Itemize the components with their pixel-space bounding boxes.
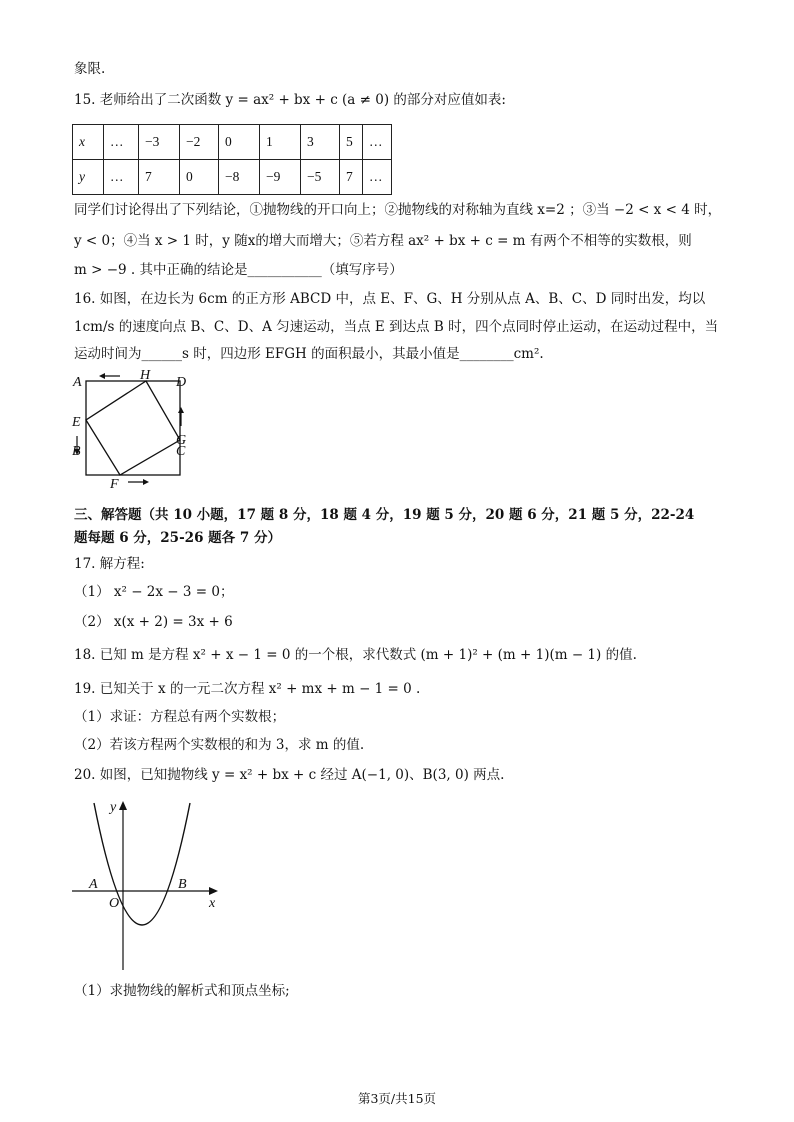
arrow-bottom-head xyxy=(143,479,149,485)
label-f: F xyxy=(110,477,119,490)
table-cell: 5 xyxy=(340,125,363,160)
q16-line1: 16. 如图，在边长为 6cm 的正方形 ABCD 中，点 E、F、G、H 分别从点 A、B、C、D 同时出发，均以 xyxy=(74,291,706,307)
table-cell: … xyxy=(104,125,139,160)
table-cell: 0 xyxy=(180,160,219,195)
table-cell: 7 xyxy=(340,160,363,195)
section3-line2: 题每题 6 分，25-26 题各 7 分） xyxy=(74,530,281,546)
table-header-y: y xyxy=(73,160,104,195)
table-cell: … xyxy=(363,125,392,160)
parabola-figure xyxy=(66,795,226,975)
table-cell: −8 xyxy=(219,160,260,195)
table-cell: −3 xyxy=(139,125,180,160)
q17-part1: （1） x² − 2x − 3 = 0； xyxy=(74,584,234,600)
label-g: G xyxy=(176,433,187,448)
section3-line1: 三、解答题（共 10 小题，17 题 8 分，18 题 4 分，19 题 5 分，20 题 6 分，21 题 5 分，22-24 xyxy=(74,507,695,523)
q17-stem: 17. 解方程: xyxy=(74,556,145,572)
q19-stem: 19. 已知关于 x 的一元二次方程 x² + mx + m − 1 = 0 . xyxy=(74,681,421,697)
label-c: C xyxy=(176,444,186,459)
table-cell: 1 xyxy=(260,125,301,160)
x-axis-arrow xyxy=(209,887,218,895)
label-o: O xyxy=(109,896,120,911)
table-cell: −2 xyxy=(180,125,219,160)
q18: 18. 已知 m 是方程 x² + x − 1 = 0 的一个根，求代数式 (m + 1)² + (m + 1)(m − 1) 的值. xyxy=(74,647,637,663)
top-line: 象限. xyxy=(74,61,106,77)
q15-stem: 15. 老师给出了二次函数 y = ax² + bx + c (a ≠ 0) 的部分对应值如表: xyxy=(74,92,506,108)
value-table xyxy=(72,124,392,195)
table-cell: −9 xyxy=(260,160,301,195)
arrow-right-head xyxy=(178,407,184,413)
label-x: x xyxy=(209,896,216,911)
square-abcd xyxy=(86,381,180,475)
q17-part2: （2） x(x + 2) = 3x + 6 xyxy=(74,614,233,630)
label-e: E xyxy=(72,415,81,430)
page-footer: 第3页/共15页 xyxy=(357,1091,437,1106)
table-cell: 0 xyxy=(219,125,260,160)
q19-part2: （2）若该方程两个实数根的和为 3，求 m 的值. xyxy=(74,737,365,753)
table-cell: … xyxy=(363,160,392,195)
square-figure xyxy=(66,368,196,490)
label-a: A xyxy=(73,375,82,390)
label-d: D xyxy=(176,375,187,390)
label-b: B xyxy=(178,877,187,892)
q20-stem: 20. 如图，已知抛物线 y = x² + bx + c 经过 A(−1, 0)、B(3, 0) 两点. xyxy=(74,767,505,783)
label-h: H xyxy=(140,368,151,383)
label-a: A xyxy=(89,877,98,892)
label-y: y xyxy=(110,800,117,815)
table-cell: 3 xyxy=(301,125,340,160)
q15-line3: m > −9 . 其中正确的结论是___________（填写序号） xyxy=(74,262,403,278)
y-axis-arrow xyxy=(119,801,127,810)
table-row-x xyxy=(73,125,392,160)
q19-part1: （1）求证：方程总有两个实数根； xyxy=(74,709,286,725)
table-cell: 7 xyxy=(139,160,180,195)
table-header-x: x xyxy=(73,125,104,160)
label-b: B xyxy=(72,444,81,459)
arrow-top-head xyxy=(99,373,105,379)
table-row-y xyxy=(73,160,392,195)
table-cell: −5 xyxy=(301,160,340,195)
q16-line3: 运动时间为______s 时，四边形 EFGH 的面积最小，其最小值是________cm². xyxy=(74,346,544,362)
q20-part1: （1）求抛物线的解析式和顶点坐标; xyxy=(74,983,290,999)
q15-line1: 同学们讨论得出了下列结论，①抛物线的开口向上；②抛物线的对称轴为直线 x=2 ；③当 −2 < x < 4 时， xyxy=(74,202,722,218)
q15-line2: y < 0；④当 x > 1 时，y 随x的增大而增大；⑤若方程 ax² + bx + c = m 有两个不相等的实数根，则 xyxy=(74,233,692,249)
quad-efgh xyxy=(86,381,180,475)
q16-line2: 1cm/s 的速度向点 B、C、D、A 匀速运动，当点 E 到达点 B 时，四个点同时停止运动，在运动过程中，当 xyxy=(74,319,719,335)
table-cell: … xyxy=(104,160,139,195)
